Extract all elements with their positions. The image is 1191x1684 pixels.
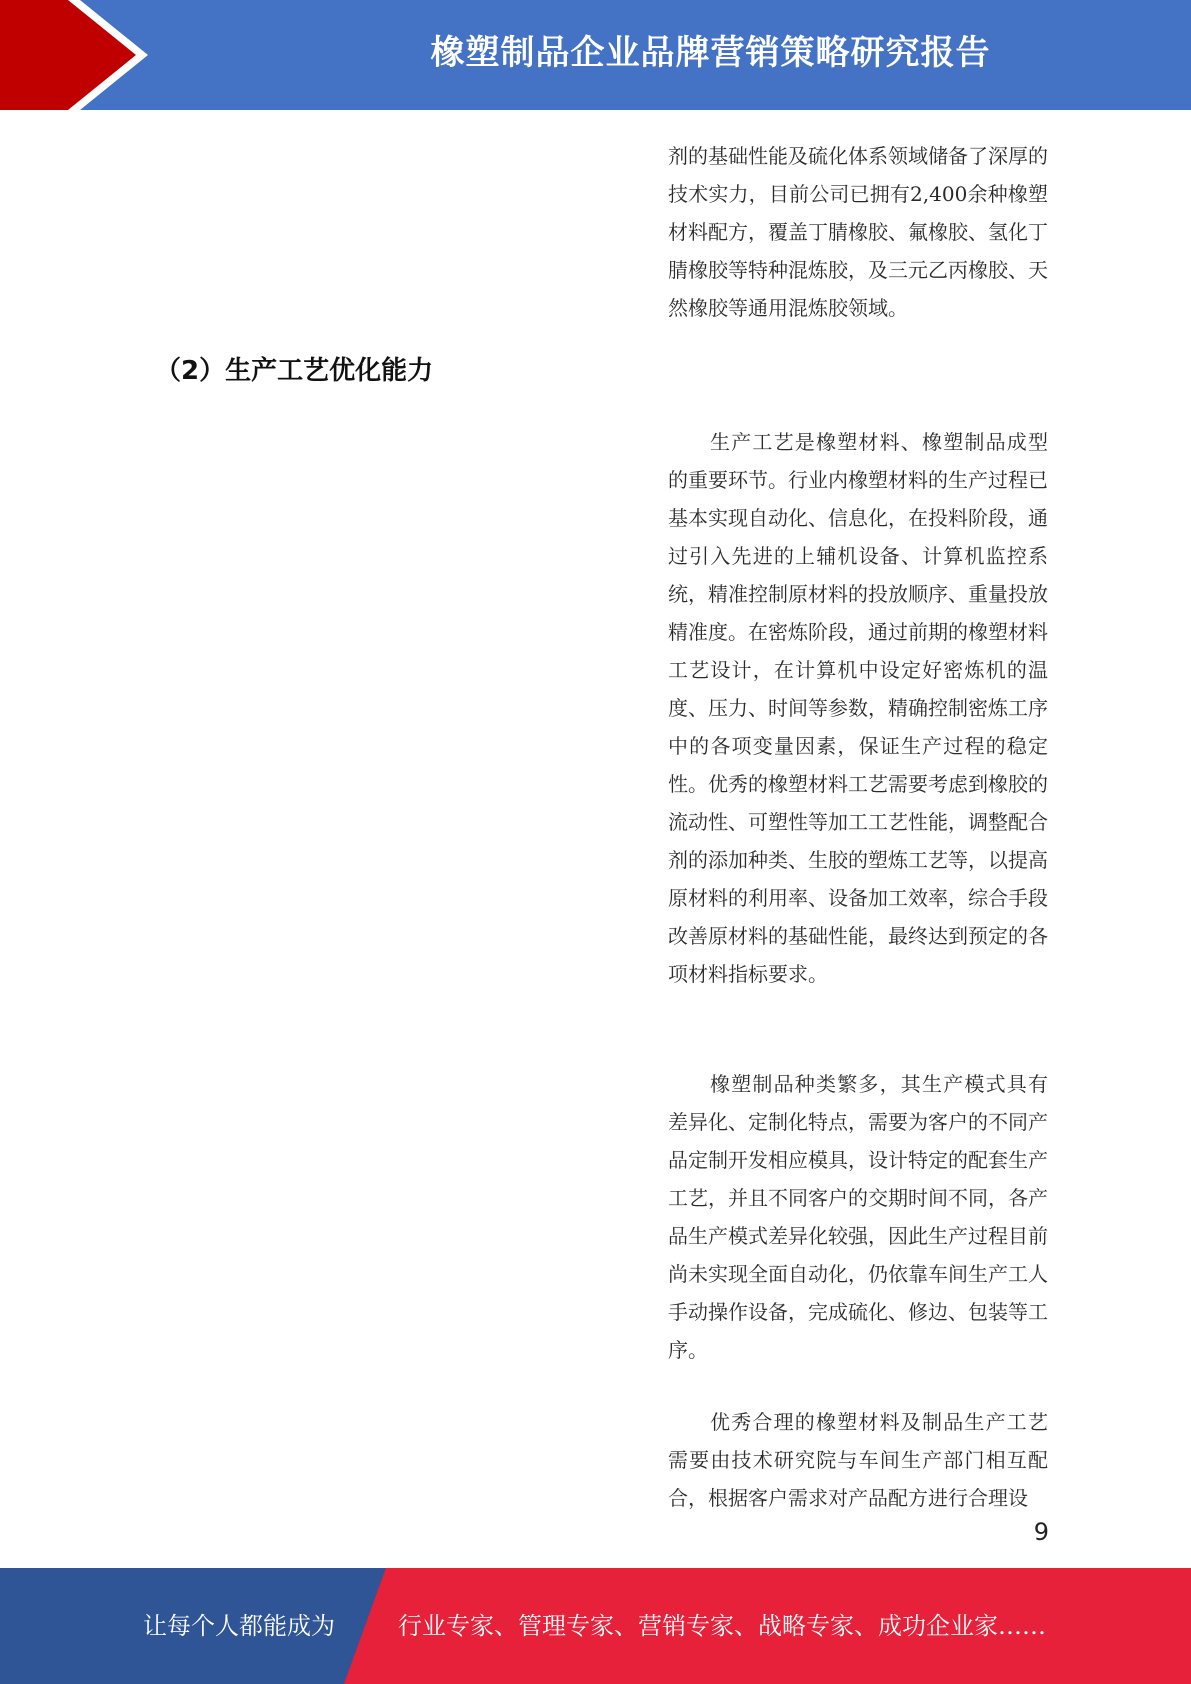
- section-heading: （2）生产工艺优化能力: [155, 356, 434, 386]
- page-header: [0, 0, 1191, 110]
- footer-slogan-right: 行业专家、管理专家、营销专家、战略专家、成功企业家……: [398, 1612, 1046, 1640]
- page-footer: [0, 1568, 1191, 1684]
- paragraph-continued: 剂的基础性能及硫化体系领域储备了深厚的技术实力，目前公司已拥有2,400余种橡塑材料配方，覆盖丁腈橡胶、氟橡胶、氢化丁腈橡胶等特种混炼胶，及三元乙丙橡胶、天然橡胶等通用混炼胶领域。: [668, 144, 1048, 320]
- document-title: 橡塑制品企业品牌营销策略研究报告: [430, 33, 991, 73]
- paragraph-process-cooperation: 优秀合理的橡塑材料及制品生产工艺需要由技术研究院与车间生产部门相互配合，根据客户需求对产品配方进行合理设: [668, 1410, 1048, 1510]
- page-number: 9: [1033, 1518, 1049, 1546]
- footer-slogan-left: 让每个人都能成为: [143, 1612, 335, 1640]
- paragraph-production-process: 生产工艺是橡塑材料、橡塑制品成型的重要环节。行业内橡塑材料的生产过程已基本实现自动化、信息化，在投料阶段，通过引入先进的上辅机设备、计算机监控系统，精准控制原材料的投放顺序、重量投放精准度。在密炼阶段，通过前期的橡塑材料工艺设计，在计算机中设定好密炼机的温度、压力、时间等参数，精确控制密炼工序中的各项变量因素，保证生产过程的稳定性。优秀的橡塑材料工艺需要考虑到橡胶的流动性、可塑性等加工工艺性能，调整配合剂的添加种类、生胶的塑炼工艺等，以提高原材料的利用率、设备加工效率，综合手段改善原材料的基础性能，最终达到预定的各项材料指标要求。: [668, 430, 1048, 986]
- paragraph-product-variety: 橡塑制品种类繁多，其生产模式具有差异化、定制化特点，需要为客户的不同产品定制开发相应模具，设计特定的配套生产工艺，并且不同客户的交期时间不同，各产品生产模式差异化较强，因此生产过程目前尚未实现全面自动化，仍依靠车间生产工人手动操作设备，完成硫化、修边、包装等工序。: [668, 1072, 1048, 1362]
